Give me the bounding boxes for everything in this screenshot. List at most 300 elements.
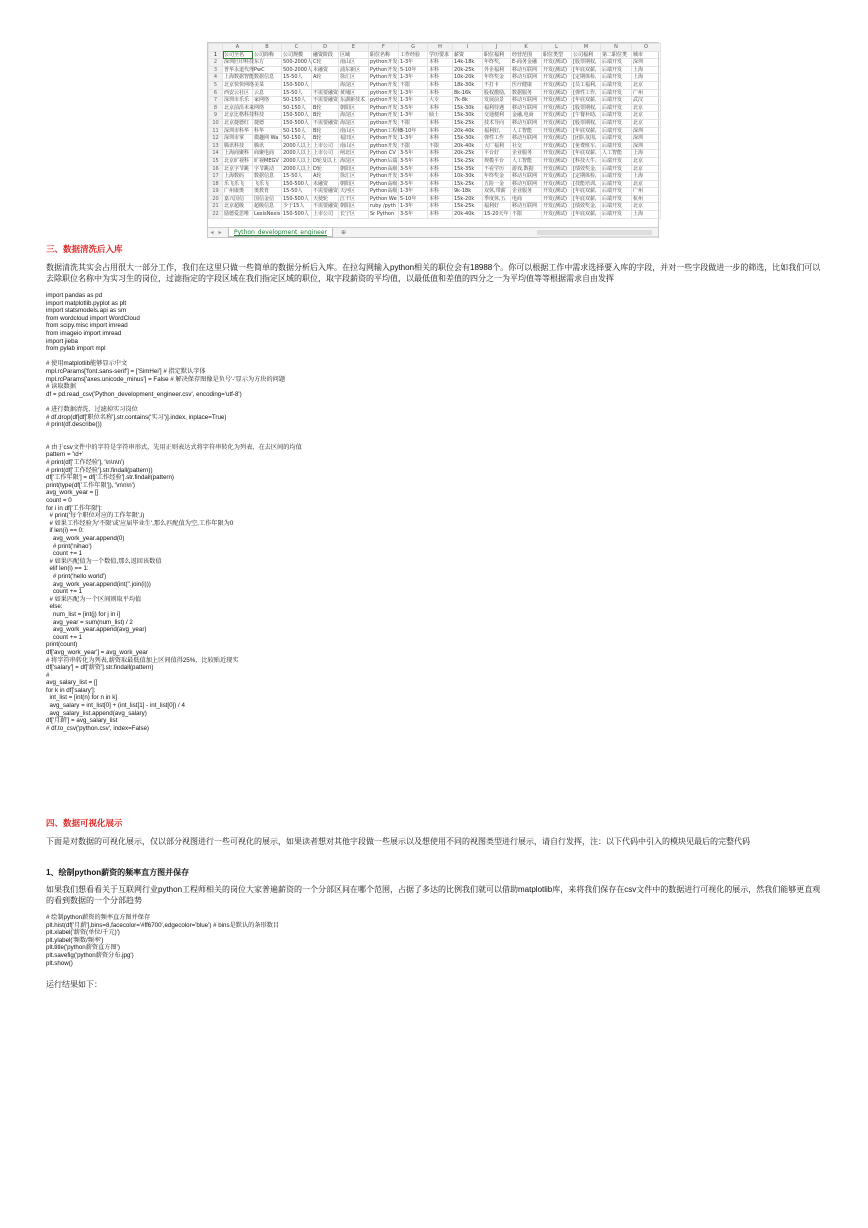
table-cell[interactable]: 融资阶段 (312, 51, 339, 59)
row-number[interactable]: 14 (209, 150, 223, 158)
table-cell[interactable]: 15-50人 (282, 89, 312, 97)
table-cell[interactable]: 开发(测试) (542, 150, 572, 158)
table-cell[interactable]: 后端开发 (601, 127, 632, 135)
table-cell[interactable]: 后端开发 (601, 74, 632, 82)
row-number[interactable]: 17 (209, 173, 223, 181)
table-cell[interactable]: LexisNexis (254, 211, 281, 218)
table-cell[interactable]: 企业服务 (511, 188, 542, 196)
column-letter[interactable]: L (542, 44, 572, 52)
table-cell[interactable]: 开发(测试) (542, 97, 572, 105)
table-cell[interactable]: 本科 (428, 81, 453, 89)
table-cell[interactable]: 武汉 (632, 97, 661, 105)
column-letter[interactable]: H (428, 44, 453, 52)
table-cell[interactable]: 职位类型 (542, 51, 572, 59)
table-cell[interactable]: 美菜 (253, 81, 282, 89)
table-cell[interactable]: 50-150人 (282, 104, 312, 112)
table-cell[interactable]: 上海数据智能 (224, 74, 255, 81)
table-cell[interactable]: 朝阳区 (339, 180, 369, 188)
table-cell[interactable]: 薪资 (453, 51, 483, 59)
table-cell[interactable]: 闸北区 (339, 150, 369, 158)
row-number[interactable]: 19 (209, 188, 223, 196)
table-cell[interactable]: 后端开发 (601, 81, 632, 89)
table-cell[interactable]: 励德爱思唯 (223, 211, 253, 219)
column-letter[interactable]: O (632, 44, 661, 52)
table-cell[interactable]: python开发 (370, 89, 398, 96)
table-cell[interactable]: 2000人以上 (283, 150, 311, 157)
table-cell[interactable]: 嘉兴国信 (223, 195, 253, 203)
table-cell[interactable]: 杭州 (632, 195, 661, 203)
table-cell[interactable]: 科技 (253, 112, 282, 120)
table-cell[interactable]: 上海 (632, 211, 661, 219)
table-cell[interactable]: 北京比格科技 (224, 112, 255, 119)
table-cell[interactable]: 海淀区 (339, 157, 369, 165)
table-cell[interactable]: 旷视MEGV (253, 157, 282, 165)
table-cell[interactable]: 开发(测试) (542, 157, 572, 165)
row-number[interactable]: 11 (209, 127, 223, 135)
row-number[interactable]: 4 (209, 74, 223, 82)
table-cell[interactable]: 数据信息 (253, 173, 282, 181)
table-cell[interactable]: 双休,带薪 (483, 188, 511, 196)
prev-sheet-icon[interactable]: ◂ (210, 229, 214, 236)
table-cell[interactable]: 深圳市乐乐 (223, 97, 253, 105)
table-cell[interactable]: Python开发 (370, 104, 398, 111)
table-cell[interactable]: 交通便利 (483, 112, 511, 120)
column-letter[interactable] (209, 44, 223, 52)
row-number[interactable]: 5 (209, 81, 223, 89)
column-letter[interactable]: F (369, 44, 399, 52)
table-cell[interactable]: 后端开发 (601, 66, 632, 74)
table-cell[interactable]: 不需要融资 (313, 119, 339, 126)
table-cell[interactable]: 广州 (632, 188, 661, 196)
column-letter[interactable]: C (282, 44, 312, 52)
table-cell[interactable]: 后端开发 (601, 203, 632, 211)
table-cell[interactable]: 本科 (428, 211, 453, 219)
table-cell[interactable]: 乐飞乐飞 (223, 180, 253, 188)
table-cell[interactable]: 本科 (428, 188, 453, 196)
table-cell[interactable]: 后端开发 (601, 180, 632, 188)
table-cell[interactable]: 数据服务 (511, 89, 542, 97)
table-cell[interactable]: 超级信息 (253, 203, 282, 211)
table-cell[interactable]: 北京 (632, 81, 661, 89)
table-cell[interactable]: D轮 (312, 165, 339, 173)
table-cell[interactable]: 3-5年 (399, 104, 428, 112)
table-cell[interactable]: 开发(测试) (542, 211, 572, 219)
table-cell[interactable]: 开发(测试) (542, 127, 572, 135)
plus-icon[interactable]: ⊕ (341, 229, 347, 236)
table-cell[interactable]: 开发(测试) (542, 142, 572, 150)
table-cell[interactable]: 不限 (511, 211, 542, 219)
table-cell[interactable]: Python开发 (370, 112, 398, 119)
sheet-tab[interactable]: Python_development_engineer (228, 228, 333, 237)
table-cell[interactable]: 开发(测试) (542, 195, 572, 203)
table-cell[interactable]: 北京 (632, 112, 661, 120)
table-cell[interactable]: 后端开发 (601, 142, 632, 150)
table-cell[interactable]: 游戏,数据 (511, 165, 542, 173)
table-cell[interactable]: 开发(测试) (542, 188, 572, 196)
table-cell[interactable]: 公司福利 (572, 51, 601, 59)
table-cell[interactable]: Python高级 (370, 188, 398, 195)
table-cell[interactable]: 50-150人 (282, 127, 312, 135)
table-cell[interactable]: 本科 (428, 157, 453, 165)
table-cell[interactable]: 15-50人 (282, 173, 312, 181)
table-cell[interactable]: [年底双薪, (572, 211, 601, 219)
next-sheet-icon[interactable]: ▸ (218, 229, 222, 236)
table-cell[interactable]: 人工智能 (601, 150, 632, 158)
table-cell[interactable]: 国信金信 (253, 195, 282, 203)
table-cell[interactable]: 上海商聚科 (223, 150, 253, 158)
table-cell[interactable]: 3-5年 (399, 150, 428, 158)
table-cell[interactable]: 学历要求 (428, 51, 453, 59)
horizontal-scrollbar[interactable] (537, 230, 652, 235)
table-cell[interactable]: 北京 (632, 104, 661, 112)
column-letter[interactable]: A (223, 44, 253, 52)
table-cell[interactable]: 15k-35k (453, 165, 483, 173)
table-cell[interactable]: 开发(测试) (542, 89, 572, 97)
table-cell[interactable]: [年底双薪, (572, 66, 601, 74)
table-cell[interactable]: 北京 (632, 119, 661, 127)
table-cell[interactable]: [年底双薪, (572, 97, 601, 105)
table-cell[interactable]: 150-500人 (282, 180, 312, 188)
table-cell[interactable]: B轮 (312, 127, 339, 135)
row-number[interactable]: 13 (209, 142, 223, 150)
table-cell[interactable]: 上市公司 (312, 142, 339, 150)
table-cell[interactable]: 9k-18k (453, 188, 483, 196)
table-cell[interactable]: 职位名称 (369, 51, 399, 59)
table-cell[interactable]: 云息 (253, 89, 282, 97)
table-cell[interactable]: [年底双薪, (572, 127, 601, 135)
table-cell[interactable]: 不需要融资 (313, 97, 339, 104)
table-cell[interactable]: 捷德 (253, 119, 282, 127)
table-cell[interactable]: 10k-30k (453, 173, 483, 181)
table-cell[interactable]: 普华永道代理 (224, 66, 255, 73)
table-cell[interactable]: 本科 (428, 135, 453, 143)
table-cell[interactable]: 五险一金 (483, 180, 511, 188)
table-cell[interactable]: 2000人以上 (283, 157, 311, 164)
table-cell[interactable]: 发展前景 (483, 97, 511, 105)
table-cell[interactable]: 江干区 (339, 195, 369, 203)
table-cell[interactable]: 移动互联网 (511, 173, 542, 181)
table-cell[interactable]: 18k-30k (453, 81, 483, 89)
table-cell[interactable]: 后端开发 (601, 211, 632, 219)
table-cell[interactable]: 本科 (428, 173, 453, 181)
table-cell[interactable]: 公司全名 (223, 51, 253, 59)
table-cell[interactable]: 腾讯 (253, 142, 282, 150)
table-cell[interactable]: 150-500人 (282, 119, 312, 127)
column-letter[interactable]: E (339, 44, 369, 52)
table-cell[interactable]: B轮 (312, 104, 339, 112)
table-cell[interactable]: 开发(测试) (542, 135, 572, 143)
table-cell[interactable]: [免费班车, (572, 142, 601, 150)
column-letter[interactable]: D (312, 44, 339, 52)
table-cell[interactable]: 15k-20k (453, 195, 483, 203)
table-cell[interactable]: 后端开发 (601, 89, 632, 97)
row-number[interactable]: 3 (209, 66, 223, 74)
table-cell[interactable]: 北京快快网络 (224, 81, 255, 88)
table-cell[interactable]: 金融,电商 (511, 112, 542, 120)
table-cell[interactable]: python开发 (370, 119, 398, 126)
table-cell[interactable]: Python高级 (370, 165, 398, 172)
table-cell[interactable]: 上海 (632, 66, 661, 74)
table-cell[interactable]: 第二职位类 (601, 51, 632, 59)
table-cell[interactable]: 上市公司 (312, 150, 339, 158)
table-cell[interactable]: A轮 (312, 74, 339, 82)
column-letter[interactable]: J (483, 44, 511, 52)
table-cell[interactable]: 家网络 (253, 97, 282, 105)
table-cell[interactable]: ruby /pyth (369, 203, 399, 211)
table-cell[interactable]: 后端开发 (601, 173, 632, 181)
table-cell[interactable]: 开发(测试) (542, 104, 572, 112)
table-cell[interactable]: 城市 (632, 51, 661, 59)
table-cell[interactable]: 不限 (399, 81, 428, 89)
table-cell[interactable]: 北京 (632, 180, 661, 188)
table-cell[interactable]: 3-10年 (399, 127, 428, 135)
table-cell[interactable]: 腾讯科技 (223, 142, 253, 150)
row-number[interactable]: 8 (209, 104, 223, 112)
table-cell[interactable]: 外企福利 (483, 66, 511, 74)
table-cell[interactable]: 年终奖， (483, 59, 511, 67)
table-cell[interactable]: 北京 (632, 203, 661, 211)
table-cell[interactable]: 微趣网 Wa (253, 135, 282, 143)
table-cell[interactable]: 3-5年 (399, 165, 428, 173)
table-cell[interactable]: PwC (253, 66, 282, 74)
table-cell[interactable]: [技能培训, (572, 180, 601, 188)
row-number[interactable]: 12 (209, 135, 223, 143)
table-cell[interactable]: 福利好 (483, 203, 511, 211)
table-cell[interactable]: 5-10年 (399, 195, 428, 203)
table-cell[interactable]: 不看学历 (483, 165, 511, 173)
table-cell[interactable]: 北京 (632, 165, 661, 173)
table-cell[interactable]: [年底双薪, (572, 188, 601, 196)
table-cell[interactable]: 北京捷德红 (223, 119, 253, 127)
table-cell[interactable]: 后端开发 (601, 135, 632, 143)
table-cell[interactable]: 不打卡 (483, 81, 511, 89)
table-cell[interactable]: 10k-20k (453, 74, 483, 82)
table-cell[interactable]: Python工程师 (370, 127, 403, 134)
table-cell[interactable]: [员工福利, (572, 81, 601, 89)
table-cell[interactable]: 开发(测试) (542, 203, 572, 211)
table-cell[interactable]: C轮 (312, 59, 339, 67)
table-cell[interactable]: 8k-16k (453, 89, 483, 97)
table-cell[interactable]: 季度休,五 (483, 195, 511, 203)
table-cell[interactable]: 20k-40k (453, 142, 483, 150)
table-cell[interactable]: 后端开发 (601, 97, 632, 105)
table-cell[interactable]: 深圳 (632, 127, 661, 135)
table-cell[interactable]: 移动互联网 (511, 119, 542, 127)
table-cell[interactable]: Sr Python (369, 211, 399, 219)
table-cell[interactable]: 本科 (428, 127, 453, 135)
table-cell[interactable]: 南山区 (339, 59, 369, 67)
table-cell[interactable]: 少于15人 (282, 203, 312, 211)
table-cell[interactable]: 徐汇区 (339, 173, 369, 181)
table-cell[interactable]: 不限 (399, 142, 428, 150)
table-cell[interactable]: 开发(测试) (542, 180, 572, 188)
table-cell[interactable]: 2000人以上 (283, 142, 311, 149)
table-cell[interactable]: 1-3年 (399, 112, 428, 120)
table-cell[interactable]: 开发(测试) (542, 119, 572, 127)
table-cell[interactable]: 东湖新技术 (339, 97, 369, 105)
table-cell[interactable]: 7k-8k (453, 97, 483, 105)
table-cell[interactable]: 职位福利 (483, 51, 511, 59)
table-cell[interactable]: Python We (370, 195, 397, 202)
table-cell[interactable]: 移动互联网 (511, 104, 542, 112)
table-cell[interactable]: 移动互联网 (511, 97, 542, 105)
table-cell[interactable]: 1-3年 (399, 135, 428, 143)
table-cell[interactable]: 人工智能 (511, 127, 542, 135)
table-cell[interactable]: 移动互联网 (511, 74, 542, 82)
table-cell[interactable]: 弹性工作 (483, 135, 511, 143)
table-cell[interactable]: [股票期权, (572, 119, 601, 127)
table-cell[interactable]: 20k-25k (453, 66, 483, 74)
table-cell[interactable] (312, 81, 339, 89)
table-cell[interactable]: 开发(测试) (542, 165, 572, 173)
table-cell[interactable]: 朝阳区 (339, 203, 369, 211)
table-cell[interactable]: 1-3年 (399, 89, 428, 97)
table-cell[interactable]: B轮 (312, 135, 339, 143)
table-cell[interactable]: 后端开发 (601, 195, 632, 203)
table-cell[interactable]: 广州 (632, 89, 661, 97)
table-cell[interactable]: 北京前沿未来 (224, 104, 255, 111)
table-cell[interactable]: 人工智能 (511, 157, 542, 165)
table-cell[interactable]: 深圳市掌 (223, 135, 253, 143)
table-cell[interactable]: 14k-18k (453, 59, 483, 67)
table-cell[interactable]: Python后端 (370, 157, 398, 164)
row-number[interactable]: 22 (209, 211, 223, 219)
table-cell[interactable]: Python开发 (370, 66, 398, 73)
table-cell[interactable]: 南山区 (339, 142, 369, 150)
table-cell[interactable]: [定期体检, (572, 173, 601, 181)
table-cell[interactable]: E-商务金融 (511, 59, 542, 67)
row-number[interactable]: 1 (209, 51, 223, 59)
table-cell[interactable]: [年底双薪, (572, 195, 601, 203)
table-cell[interactable]: 3-5年 (399, 180, 428, 188)
table-cell[interactable]: Python开发 (370, 74, 398, 81)
table-cell[interactable]: 朝阳区 (339, 104, 369, 112)
table-cell[interactable]: 后端开发 (601, 157, 632, 165)
table-cell[interactable]: python开发 (370, 142, 398, 149)
table-cell[interactable]: A轮 (312, 173, 339, 181)
table-cell[interactable]: 开发(测试) (542, 66, 572, 74)
table-cell[interactable]: 工作经验 (399, 51, 428, 59)
table-cell[interactable]: 天河区 (339, 188, 369, 196)
table-cell[interactable]: 本科 (428, 203, 453, 211)
table-cell[interactable]: 深圳市科华 (223, 127, 253, 135)
row-number[interactable]: 6 (209, 89, 223, 97)
table-cell[interactable]: 北京超级 (223, 203, 253, 211)
table-cell[interactable]: Python CV (369, 150, 399, 158)
table-cell[interactable]: 15k-25k (453, 119, 483, 127)
row-number[interactable]: 16 (209, 165, 223, 173)
table-cell[interactable]: 大专 (428, 97, 453, 105)
table-cell[interactable]: [弹性工作, (572, 89, 601, 97)
table-cell[interactable]: [股票期权, (572, 104, 601, 112)
table-cell[interactable]: 1-3年 (399, 97, 428, 105)
table-cell[interactable]: 平台好 (483, 150, 511, 158)
row-number[interactable]: 2 (209, 59, 223, 67)
table-cell[interactable]: 开发(测试) (542, 59, 572, 67)
table-cell[interactable]: 本科 (428, 195, 453, 203)
table-cell[interactable]: 大厂福利 (483, 142, 511, 150)
table-cell[interactable]: 海淀区 (339, 81, 369, 89)
table-cell[interactable]: 15k-25k (453, 180, 483, 188)
table-cell[interactable]: 15k-30k (453, 112, 483, 120)
table-cell[interactable]: 硕士 (428, 112, 453, 120)
table-cell[interactable]: [科技大牛, (572, 157, 601, 165)
table-cell[interactable]: 本科 (428, 180, 453, 188)
table-cell[interactable]: [股票期权, (572, 59, 601, 67)
table-cell[interactable]: 商聚电商 (253, 150, 282, 158)
table-cell[interactable]: 150-500人 (282, 81, 312, 89)
column-letter[interactable]: M (572, 44, 601, 52)
table-cell[interactable]: 后端开发 (601, 119, 632, 127)
table-cell[interactable]: 海淀区 (339, 119, 369, 127)
table-cell[interactable]: [绩效奖金, (572, 203, 601, 211)
table-cell[interactable]: 开发(测试) (542, 81, 572, 89)
table-cell[interactable]: D轮及以上 (313, 157, 337, 164)
table-cell[interactable]: 20k-40k (453, 127, 483, 135)
table-cell[interactable]: 开发(测试) (542, 173, 572, 181)
table-cell[interactable]: 500-2000人 (283, 59, 313, 66)
table-cell[interactable]: 本科 (428, 165, 453, 173)
table-cell[interactable]: 本科 (428, 66, 453, 74)
table-cell[interactable]: [定期体检, (572, 74, 601, 82)
table-cell[interactable]: 后端开发 (601, 112, 632, 120)
table-cell[interactable]: 黄埔区 (339, 89, 369, 97)
table-cell[interactable]: 企业服务 (511, 150, 542, 158)
table-cell[interactable]: 后端开发 (601, 188, 632, 196)
table-cell[interactable]: 后端开发 (601, 59, 632, 67)
table-cell[interactable]: python开发 (370, 59, 398, 66)
row-number[interactable]: 9 (209, 112, 223, 120)
row-number[interactable]: 15 (209, 157, 223, 165)
table-cell[interactable]: 上海数码 (223, 173, 253, 181)
table-cell[interactable]: 公司简称 (253, 51, 282, 59)
table-cell[interactable]: 福田区 (339, 135, 369, 143)
table-cell[interactable]: 后端开发 (601, 104, 632, 112)
table-cell[interactable]: 15k-25k (453, 157, 483, 165)
row-number[interactable]: 7 (209, 97, 223, 105)
table-cell[interactable]: 后端开发 (601, 165, 632, 173)
table-cell[interactable]: 北京字节跳 (223, 165, 253, 173)
table-cell[interactable]: 深圳 (632, 142, 661, 150)
row-number[interactable]: 21 (209, 203, 223, 211)
column-letter[interactable]: I (453, 44, 483, 52)
table-cell[interactable]: 医疗健康 (511, 81, 542, 89)
table-cell[interactable]: 上海 (632, 173, 661, 181)
table-cell[interactable]: 公司规模 (282, 51, 312, 59)
table-cell[interactable]: 不需要融资 (313, 89, 339, 96)
table-cell[interactable]: 开发(测试) (542, 74, 572, 82)
table-cell[interactable]: 15-50人 (282, 74, 312, 82)
table-cell[interactable]: 本科 (428, 89, 453, 97)
table-cell[interactable]: 社交 (511, 142, 542, 150)
table-cell[interactable]: 1-3年 (399, 188, 428, 196)
table-cell[interactable]: 不限 (428, 142, 453, 150)
table-cell[interactable]: 150-500人 (282, 112, 312, 120)
table-cell[interactable]: 上市公司 (312, 211, 339, 219)
table-cell[interactable]: 西安云社区 (223, 89, 253, 97)
table-cell[interactable]: 1-3年 (399, 59, 428, 67)
table-cell[interactable]: Python高级 (370, 180, 398, 187)
table-cell[interactable]: 深圳匠印科技 (224, 59, 255, 66)
table-cell[interactable]: Python开发 (370, 81, 398, 88)
table-cell[interactable]: 飞乐飞 (253, 180, 282, 188)
table-cell[interactable]: 未融资 (312, 66, 339, 74)
table-cell[interactable]: 本科 (428, 59, 453, 67)
table-cell[interactable]: 50-150人 (282, 135, 312, 143)
table-cell[interactable]: 开发(测试) (542, 112, 572, 120)
table-cell[interactable]: 本科 (428, 104, 453, 112)
table-cell[interactable]: 股权激励, (483, 89, 511, 97)
